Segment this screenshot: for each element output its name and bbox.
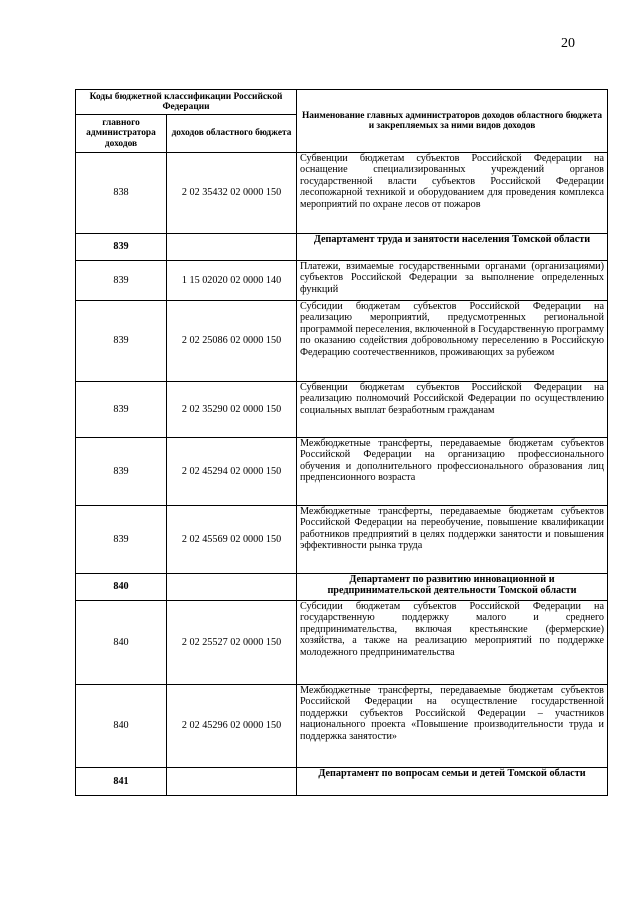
admin-code-cell: 840 bbox=[76, 574, 167, 601]
table-row bbox=[76, 685, 608, 768]
table-row bbox=[76, 382, 608, 438]
department-row bbox=[76, 234, 608, 261]
table-row bbox=[76, 261, 608, 301]
income-name-cell: Субвенции бюджетам субъектов Российской Федерации на реализацию полномочий Российской Федерации по осуществлению социальных выплат безработным гражданам bbox=[297, 382, 608, 438]
table-row bbox=[76, 301, 608, 382]
admin-code-cell: 839 bbox=[76, 382, 167, 438]
income-code-cell: 1 15 02020 02 0000 140 bbox=[167, 261, 297, 301]
income-code-cell: 2 02 45294 02 0000 150 bbox=[167, 438, 297, 506]
income-code-cell: 2 02 45569 02 0000 150 bbox=[167, 506, 297, 574]
header-admin-code: главного администратора доходов bbox=[76, 115, 167, 153]
income-name-cell: Межбюджетные трансферты, передаваемые бюджетам субъектов Российской Федерации на переобучение, повышение квалификации работников предприятий в целях поддержки занятости и повышения эффективности рынка труда bbox=[297, 506, 608, 574]
admin-code-cell: 840 bbox=[76, 685, 167, 768]
income-name-cell: Субсидии бюджетам субъектов Российской Федерации на государственную поддержку малого и среднего предпринимательства, включая крестьянские (фермерские) хозяйства, а также на реализацию мероприятий по поддержке молодежного предпринимательства bbox=[297, 601, 608, 685]
header-administrator-name: Наименование главных администраторов доходов областного бюджета и закрепляемых за ними видов доходов bbox=[297, 90, 608, 153]
income-name-cell: Субвенции бюджетам субъектов Российской Федерации на оснащение специализированных учреждений органов государственной власти субъектов Российской Федерации лесопожарной техникой и оборудованием для проведения комплекса мероприятий по охране лесов от пожаров bbox=[297, 153, 608, 234]
income-code-cell: 2 02 45296 02 0000 150 bbox=[167, 685, 297, 768]
admin-code-cell: 839 bbox=[76, 438, 167, 506]
income-name-cell: Межбюджетные трансферты, передаваемые бюджетам субъектов Российской Федерации на осуществление государственной поддержки субъектов Российской Федерации – участников национального проекта «Повышение производительности труда и поддержка занятости» bbox=[297, 685, 608, 768]
department-row bbox=[76, 768, 608, 796]
table-row bbox=[76, 601, 608, 685]
table-row bbox=[76, 153, 608, 234]
admin-code-cell: 839 bbox=[76, 234, 167, 261]
income-code-cell: 2 02 35432 02 0000 150 bbox=[167, 153, 297, 234]
income-code-cell: 2 02 25527 02 0000 150 bbox=[167, 601, 297, 685]
header-codes-group: Коды бюджетной классификации Российской Федерации bbox=[76, 90, 297, 115]
admin-code-cell: 841 bbox=[76, 768, 167, 796]
page-number: 20 bbox=[561, 36, 575, 51]
department-row bbox=[76, 574, 608, 601]
income-name-cell: Субсидии бюджетам субъектов Российской Федерации на реализацию мероприятий, предусмотренных региональной программой переселения, включенной в Государственную программу по оказанию содействия добровольному переселению в Российскую Федерацию соотечественников, проживающих за рубежом bbox=[297, 301, 608, 382]
income-code-cell bbox=[167, 574, 297, 601]
admin-code-cell: 839 bbox=[76, 301, 167, 382]
income-code-cell bbox=[167, 234, 297, 261]
table-body bbox=[76, 153, 608, 796]
header-income-code: доходов областного бюджета bbox=[167, 115, 297, 153]
budget-classification-table bbox=[75, 89, 608, 796]
department-name-cell: Департамент труда и занятости населения Томской области bbox=[297, 234, 608, 261]
admin-code-cell: 839 bbox=[76, 261, 167, 301]
table-row bbox=[76, 438, 608, 506]
table-row bbox=[76, 506, 608, 574]
income-code-cell bbox=[167, 768, 297, 796]
income-code-cell: 2 02 25086 02 0000 150 bbox=[167, 301, 297, 382]
admin-code-cell: 838 bbox=[76, 153, 167, 234]
department-name-cell: Департамент по развитию инновационной и предпринимательской деятельности Томской области bbox=[297, 574, 608, 601]
income-name-cell: Межбюджетные трансферты, передаваемые бюджетам субъектов Российской Федерации на организацию профессионального обучения и дополнительного профессионального образования лиц предпенсионного возраста bbox=[297, 438, 608, 506]
income-code-cell: 2 02 35290 02 0000 150 bbox=[167, 382, 297, 438]
department-name-cell: Департамент по вопросам семьи и детей Томской области bbox=[297, 768, 608, 796]
admin-code-cell: 840 bbox=[76, 601, 167, 685]
income-name-cell: Платежи, взимаемые государственными органами (организациями) субъектов Российской Федерации за выполнение определенных функций bbox=[297, 261, 608, 301]
admin-code-cell: 839 bbox=[76, 506, 167, 574]
